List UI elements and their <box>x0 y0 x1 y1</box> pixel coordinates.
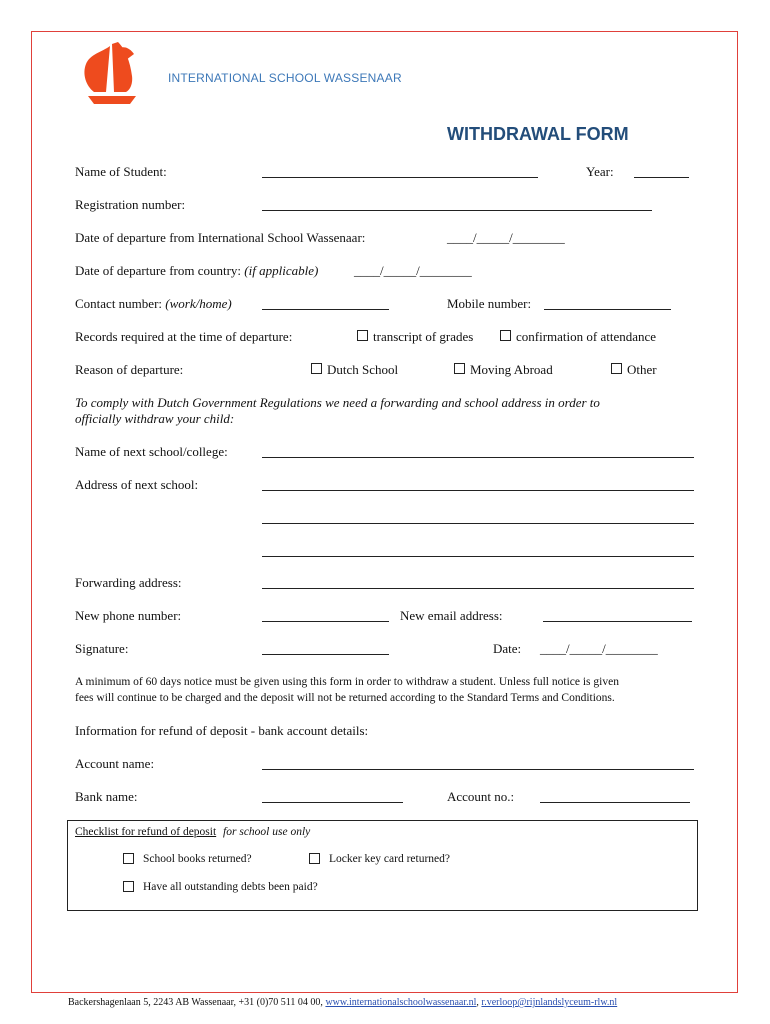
contact-label: Contact number: (work/home) <box>75 296 232 311</box>
departure-school-date-field[interactable]: ____/_____/________ <box>447 230 565 245</box>
books-returned-label: School books returned? <box>143 853 252 865</box>
website-link[interactable]: www.internationalschoolwassenaar.nl <box>325 997 477 1008</box>
bank-name-label: Bank name: <box>75 789 138 804</box>
date-field[interactable]: ____/_____/________ <box>540 641 658 656</box>
terms-line-2: fees will continue to be charged and the deposit will not be returned according to the Standard Terms and Conditions. <box>75 692 615 704</box>
books-returned-checkbox[interactable] <box>123 853 134 864</box>
departure-country-date-field[interactable]: ____/_____/________ <box>354 263 472 278</box>
forwarding-label: Forwarding address: <box>75 575 182 590</box>
departure-country-label: Date of departure from country: (if applicable) <box>75 263 319 278</box>
account-no-label: Account no.: <box>447 789 515 804</box>
checklist-title: Checklist for refund of deposit <box>75 826 217 838</box>
other-label: Other <box>627 362 657 377</box>
registration-field[interactable] <box>262 210 652 211</box>
notice-line-2: officially withdraw your child: <box>75 411 235 426</box>
checklist-title-row <box>75 824 310 841</box>
debts-paid-checkbox[interactable] <box>123 881 134 892</box>
next-school-field[interactable] <box>262 457 694 458</box>
phone-field[interactable] <box>262 621 389 622</box>
footer-separator: , <box>476 997 482 1008</box>
account-no-field[interactable] <box>540 802 690 803</box>
school-name: INTERNATIONAL SCHOOL WASSENAAR <box>168 71 402 85</box>
forwarding-field[interactable] <box>262 588 694 589</box>
contact-field[interactable] <box>262 309 389 310</box>
moving-abroad-checkbox[interactable] <box>454 363 465 374</box>
attendance-label: confirmation of attendance <box>516 329 657 344</box>
student-name-label: Name of Student: <box>75 164 167 179</box>
attendance-checkbox[interactable] <box>500 330 511 341</box>
transcript-checkbox[interactable] <box>357 330 368 341</box>
signature-label: Signature: <box>75 641 129 656</box>
checklist-note: for school use only <box>223 826 311 838</box>
dutch-school-label: Dutch School <box>327 362 399 377</box>
email-field[interactable] <box>543 621 692 622</box>
transcript-label: transcript of grades <box>373 329 474 344</box>
year-field[interactable] <box>634 177 689 178</box>
student-name-field[interactable] <box>262 177 538 178</box>
footer-address: Backershagenlaan 5, 2243 AB Wassenaar, +31 (0)70 511 04 00, <box>68 997 326 1008</box>
account-name-label: Account name: <box>75 756 155 771</box>
mobile-label: Mobile number: <box>447 296 532 311</box>
year-label: Year: <box>586 164 614 179</box>
sailboat-logo-icon <box>80 40 142 108</box>
locker-key-label: Locker key card returned? <box>329 853 450 865</box>
departure-school-label: Date of departure from International School Wassenaar: <box>75 230 366 245</box>
terms-line-1: A minimum of 60 days notice must be given using this form in order to withdraw a student. Unless full notice is given <box>75 676 619 688</box>
locker-key-checkbox[interactable] <box>309 853 320 864</box>
refund-heading: Information for refund of deposit - bank account details: <box>75 723 369 738</box>
reason-label: Reason of departure: <box>75 362 184 377</box>
bank-name-field[interactable] <box>262 802 403 803</box>
next-school-address-label: Address of next school: <box>75 477 199 492</box>
registration-label: Registration number: <box>75 197 186 212</box>
mobile-field[interactable] <box>544 309 671 310</box>
dutch-school-checkbox[interactable] <box>311 363 322 374</box>
next-school-address-line-1[interactable] <box>262 490 694 491</box>
other-checkbox[interactable] <box>611 363 622 374</box>
departure-country-note: (if applicable) <box>244 263 319 278</box>
signature-field[interactable] <box>262 654 389 655</box>
next-school-address-line-2[interactable] <box>262 523 694 524</box>
date-label: Date: <box>493 641 522 656</box>
contact-note: (work/home) <box>165 296 232 311</box>
form-title: WITHDRAWAL FORM <box>447 124 629 144</box>
email-label: New email address: <box>400 608 503 623</box>
debts-paid-label: Have all outstanding debts been paid? <box>143 881 318 893</box>
notice-line-1: To comply with Dutch Government Regulations we need a forwarding and school address in order to <box>75 395 600 410</box>
moving-abroad-label: Moving Abroad <box>470 362 553 377</box>
records-label: Records required at the time of departure: <box>75 329 293 344</box>
next-school-label: Name of next school/college: <box>75 444 228 459</box>
account-name-field[interactable] <box>262 769 694 770</box>
next-school-address-line-3[interactable] <box>262 556 694 557</box>
phone-label: New phone number: <box>75 608 182 623</box>
email-link[interactable]: r.verloop@rijnlandslyceum-rlw.nl <box>481 997 618 1008</box>
footer <box>68 997 617 1008</box>
